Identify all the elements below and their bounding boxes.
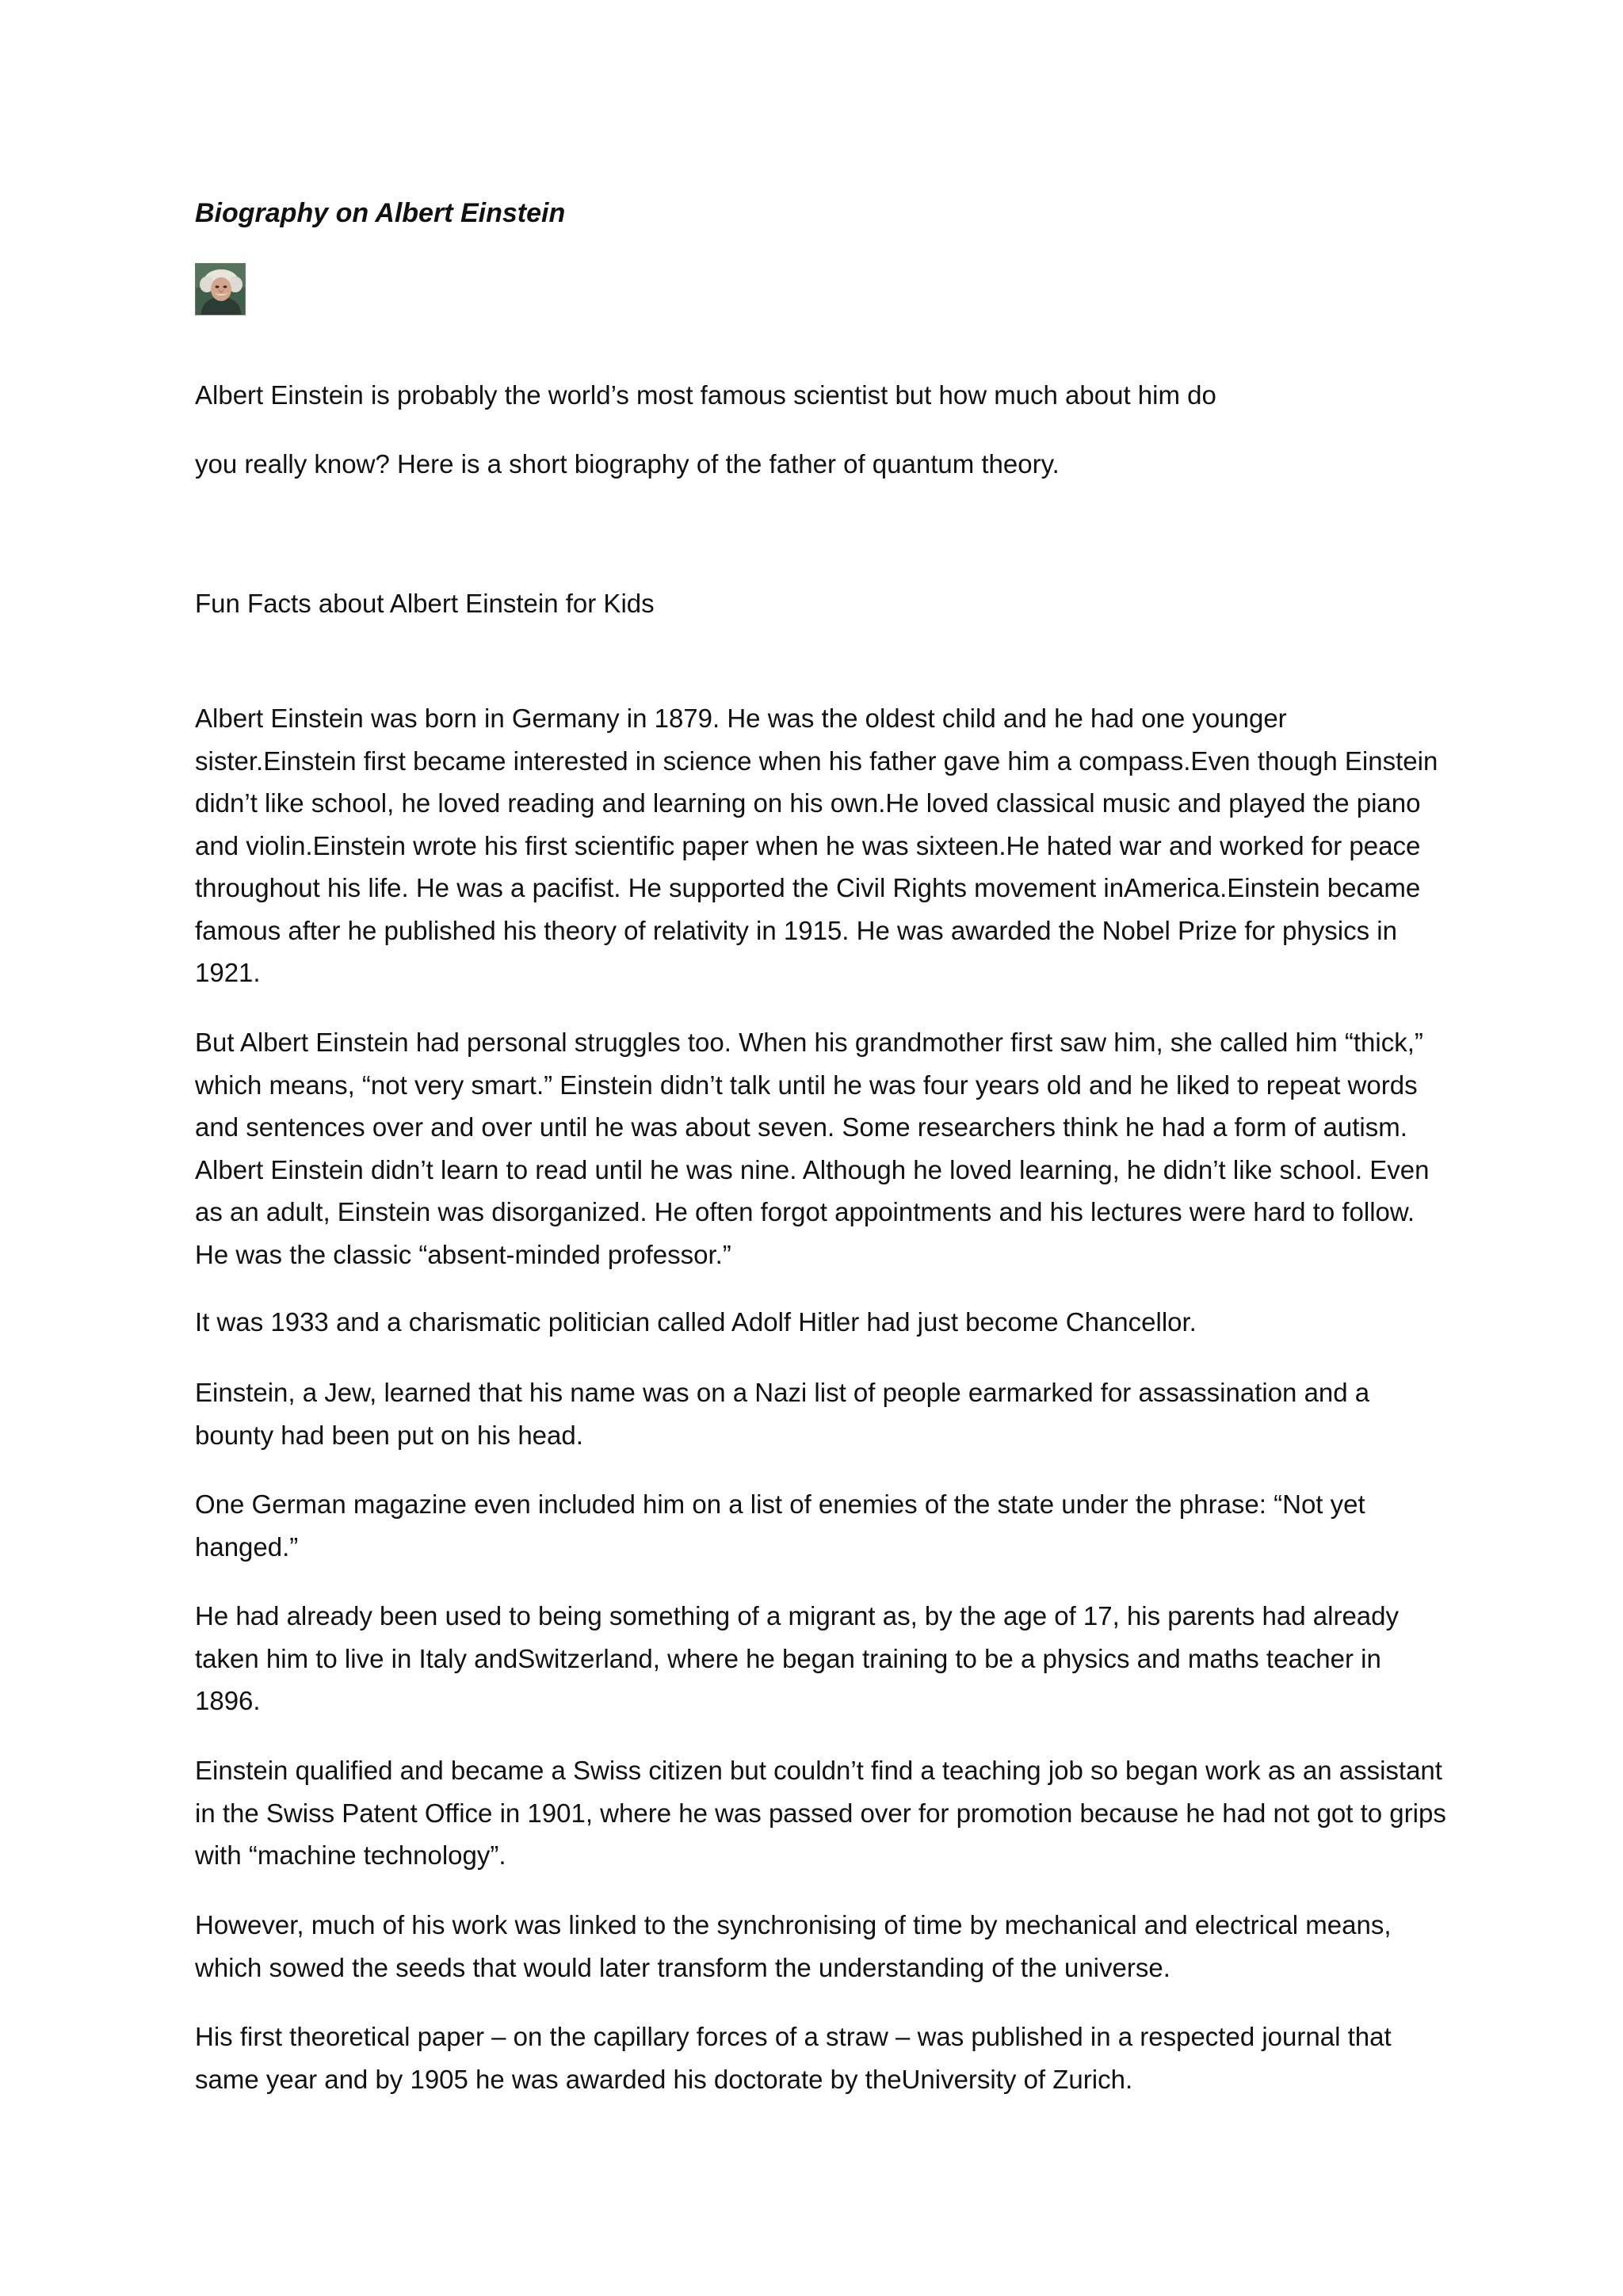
paragraph-early-life: Albert Einstein was born in Germany in 1879. He was the oldest child and he had one younger sister.Einstein first became interested in science when his father gave him a compass.Even though Einstein didn’t like school, he loved reading and learning on his own.He loved classical music and played the piano and violin.Einstein wrote his first scientific paper when he was sixteen.He hated war and worked for peace throughout his life. He was a pacifist. He supported the Civil Rights movement inAmerica.Einstein became famous after he published his theory of relativity in 1915. He was awarded the Nobel Prize for physics in 1921.: [195, 704, 1438, 987]
intro-line-1: Albert Einstein is probably the world’s most famous scientist but how much about him do: [195, 380, 1216, 410]
paragraph-first-paper: His first theoretical paper – on the capillary forces of a straw – was published in a respected journal that same year and by 1905 he was awarded his doctorate by theUniversity of Zurich.: [195, 2022, 1392, 2094]
paragraph-synchronising-time: However, much of his work was linked to the synchronising of time by mechanical and electrical means, which sowed the seeds that would later transform the understanding of the universe.: [195, 1910, 1392, 1982]
paragraph-magazine: One German magazine even included him on a list of enemies of the state under the phrase: “Not yet hanged.”: [195, 1489, 1365, 1562]
einstein-portrait-graphic: [196, 264, 246, 315]
paragraph-migrant: He had already been used to being something of a migrant as, by the age of 17, his parents had already taken him to live in Italy andSwitzerland, where he began training to be a physics and maths teacher in 1896.: [195, 1601, 1399, 1715]
einstein-portrait-image: [195, 263, 246, 315]
paragraph-1933: It was 1933 and a charismatic politician called Adolf Hitler had just become Chancellor.: [195, 1307, 1197, 1337]
intro-line-2: you really know? Here is a short biography of the father of quantum theory.: [195, 449, 1060, 479]
section-subheading: Fun Facts about Albert Einstein for Kids: [195, 589, 655, 618]
paragraph-nazi-list: Einstein, a Jew, learned that his name was on a Nazi list of people earmarked for assassination and a bounty had been put on his head.: [195, 1378, 1370, 1450]
paragraph-patent-office: Einstein qualified and became a Swiss citizen but couldn’t find a teaching job so began work as an assistant in the Swiss Patent Office in 1901, where he was passed over for promotion because he had not got to grips with “machine technology”.: [195, 1756, 1446, 1870]
paragraph-personal-struggles: But Albert Einstein had personal struggles too. When his grandmother first saw him, she called him “thick,” which means, “not very smart.” Einstein didn’t talk until he was four years old and he liked to repeat words and sentences over and over until he was about seven. Some researchers think he had a form of autism. Albert Einstein didn’t learn to read until he was nine. Although he loved learning, he didn’t like school. Even as an adult, Einstein was disorganized. He often forgot appointments and his lectures were hard to follow. He was the classic “absent-minded professor.”: [195, 1028, 1430, 1269]
document-title: Biography on Albert Einstein: [195, 198, 566, 228]
